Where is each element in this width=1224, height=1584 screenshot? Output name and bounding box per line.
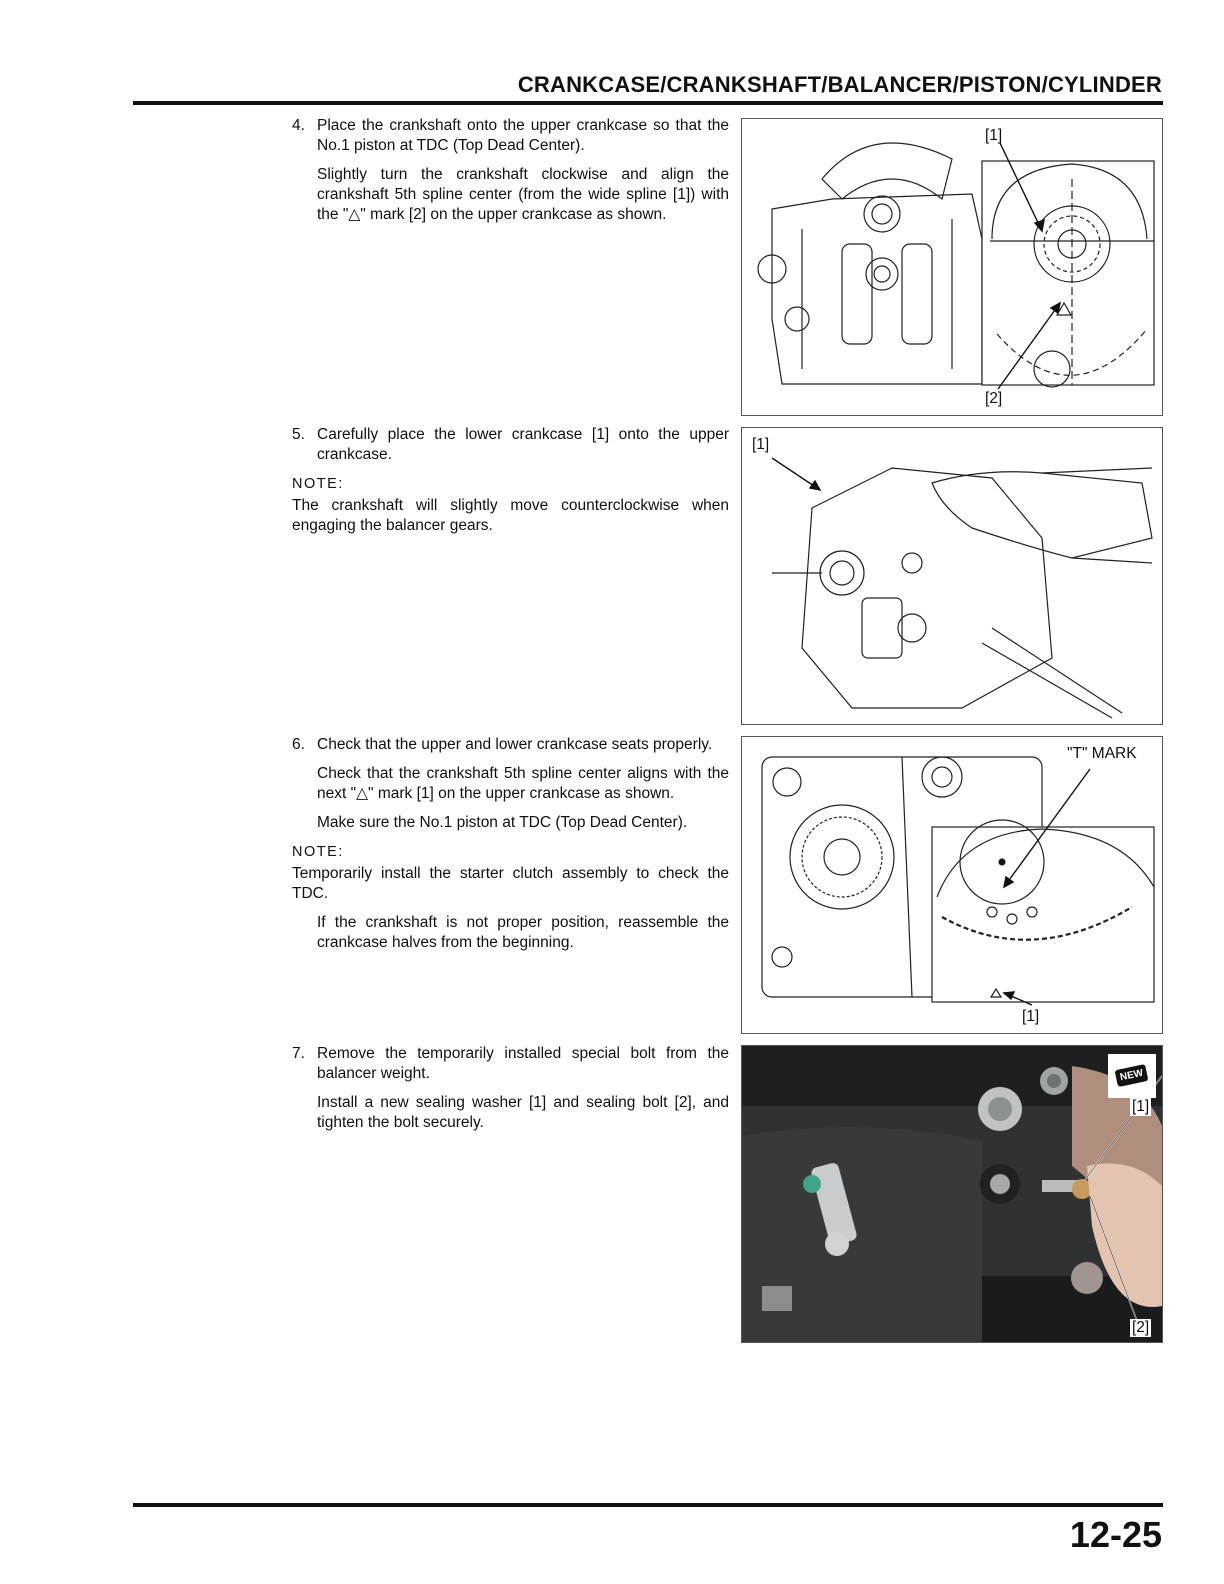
figure-sealing-bolt-photo [741, 1045, 1163, 1343]
step-7 [292, 1044, 729, 1133]
step-paragraph: Check that the crankshaft 5th spline center aligns with the next "△" mark [1] on the upper crankcase as shown. [317, 765, 729, 802]
figure-label-1: [1] [1022, 1008, 1040, 1025]
step-number: 4. [292, 117, 305, 134]
header-rule [133, 101, 1163, 105]
note-label: NOTE: [292, 476, 344, 492]
note-text: Temporarily install the starter clutch assembly to check the TDC. [292, 865, 729, 902]
step-4 [292, 116, 729, 225]
step-paragraph: If the crankshaft is not proper position, reassemble the crankcase halves from the beginning. [317, 914, 729, 951]
new-part-icon [1112, 1058, 1152, 1092]
crankcase-line-drawing [742, 119, 1162, 415]
step-text: Carefully place the lower crankcase [1] onto the upper crankcase. [317, 426, 729, 463]
figure-label-1: [1] [1132, 1098, 1150, 1115]
note-text: The crankshaft will slightly move counterclockwise when engaging the balancer gears. [292, 497, 729, 534]
step-paragraph: Make sure the No.1 piston at TDC (Top Dead Center). [317, 814, 688, 831]
note-label: NOTE: [292, 844, 344, 860]
figure-label-2: [2] [985, 390, 1003, 407]
new-badge: NEW [1115, 1063, 1149, 1086]
figure-label-1: [1] [752, 436, 770, 453]
step-text: Check that the upper and lower crankcase seats properly. [317, 736, 713, 753]
figure-t-mark [741, 736, 1163, 1034]
figure-crankshaft-alignment [741, 118, 1163, 416]
step-number: 7. [292, 1045, 305, 1062]
figure-label-2: [2] [1132, 1319, 1150, 1336]
step-number: 6. [292, 736, 305, 753]
crankcase-hand-drawing [742, 428, 1162, 724]
step-paragraph: Install a new sealing washer [1] and sealing bolt [2], and tighten the bolt securely. [317, 1094, 729, 1131]
step-5 [292, 425, 729, 536]
page-number: 12-25 [1069, 1514, 1162, 1555]
page-title: CRANKCASE/CRANKSHAFT/BALANCER/PISTON/CYLINDER [517, 72, 1162, 97]
step-number: 5. [292, 426, 305, 443]
step-6 [292, 735, 729, 953]
engine-photo [742, 1046, 1162, 1342]
starter-clutch-drawing [742, 737, 1162, 1033]
step-text: Place the crankshaft onto the upper crankcase so that the No.1 piston at TDC (Top Dead Center). [317, 117, 729, 154]
footer-rule [133, 1503, 1163, 1507]
step-text: Remove the temporarily installed special bolt from the balancer weight. [317, 1045, 729, 1082]
figure-lower-crankcase [741, 427, 1163, 725]
figure-label-t-mark: "T" MARK [1067, 745, 1137, 762]
figure-label-1: [1] [985, 127, 1003, 144]
step-paragraph: Slightly turn the crankshaft clockwise and align the crankshaft 5th spline center (from the wide spline [1]) with the "△" mark [2] on the upper crankcase as shown. [317, 166, 729, 223]
